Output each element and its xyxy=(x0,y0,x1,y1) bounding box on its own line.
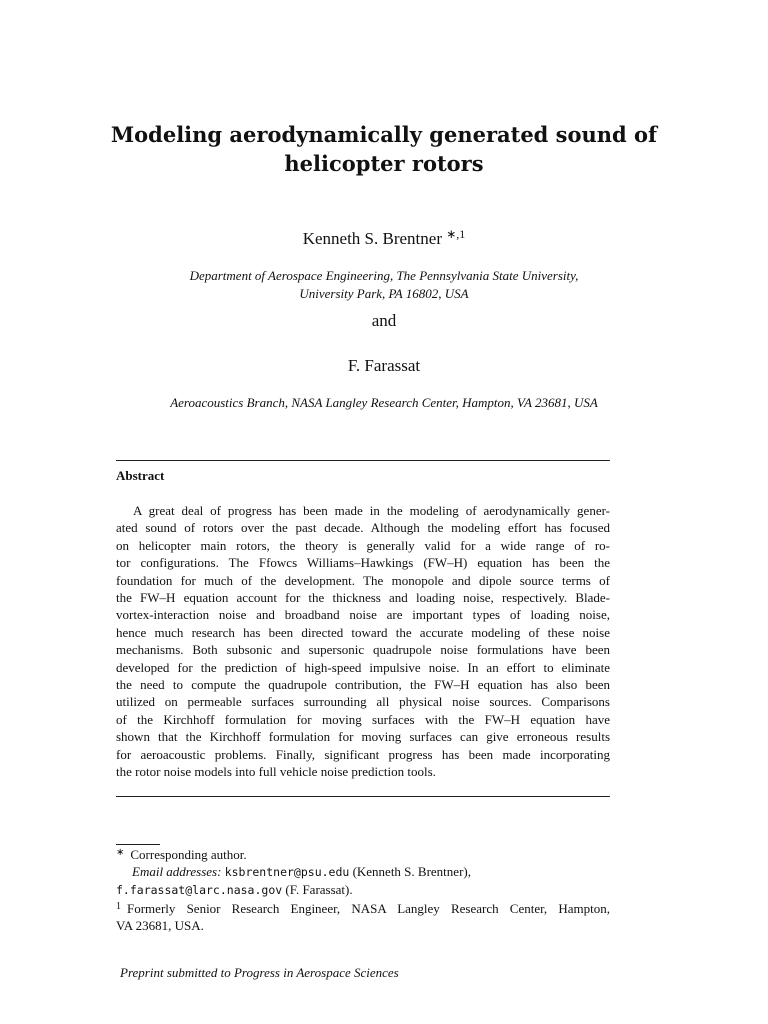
abstract-line: utilized on permeable surfaces surrounding all physical noise sources. Comparisons xyxy=(116,694,610,710)
affiliation-penn-state xyxy=(0,267,768,303)
footnote-mark: 1 xyxy=(116,900,121,912)
title-line: helicopter rotors xyxy=(284,151,484,176)
email-farassat[interactable]: f.farassat@larc.nasa.gov xyxy=(116,883,283,898)
abstract-line: hence much research has been directed toward the accurate modeling of these noise xyxy=(116,624,610,640)
author-name: Kenneth S. Brentner xyxy=(302,229,442,248)
footnote-mark: ∗ xyxy=(116,847,125,858)
abstract-line: foundation for much of the development. The monopole and dipole source terms of xyxy=(116,572,610,588)
footnote-text: Corresponding author. xyxy=(130,847,247,862)
abstract-heading: Abstract xyxy=(116,468,165,483)
abstract-body xyxy=(116,502,610,781)
author-name: F. Farassat xyxy=(347,356,421,375)
footnote-corresponding xyxy=(116,846,610,863)
preprint-note: Preprint submitted to Progress in Aerospace Sciences xyxy=(120,965,399,980)
affiliation-line: Aeroacoustics Branch, NASA Langley Research Center, Hampton, VA 23681, USA xyxy=(170,395,598,410)
email-owner: (Kenneth S. Brentner), xyxy=(352,864,471,880)
abstract-line: on helicopter main rotors, the theory is generally valid for a wide range of ro- xyxy=(116,537,610,553)
affiliation-nasa xyxy=(0,394,768,412)
abstract-line: for aeroacoustic problems. Finally, significant progress has been made incorporating xyxy=(116,746,610,762)
email-label: Email addresses: xyxy=(132,864,222,880)
abstract-line: the FW–H equation account for the thickness and loading noise, respectively. Blade- xyxy=(116,590,610,606)
author-farassat xyxy=(0,356,768,376)
author-conjunction: and xyxy=(371,311,397,330)
email-owner: (F. Farassat). xyxy=(285,882,353,898)
author-footnote-marks: ∗,1 xyxy=(446,227,466,241)
footnote-separator xyxy=(116,844,160,845)
abstract-line: the need to compute the quadrupole contribution, the FW–H equation has also been xyxy=(116,677,610,693)
footnotes xyxy=(116,846,610,934)
abstract-line: ated sound of rotors over the past decade. Although the modeling effort has focused xyxy=(116,520,610,536)
author-brentner xyxy=(0,229,768,249)
footnote-text: Formerly Senior Research Engineer, NASA Langley Research Center, Hampton, xyxy=(127,900,610,916)
abstract-line: developed for the prediction of high-speed impulsive noise. In an effort to eliminate xyxy=(116,659,610,675)
paper-title xyxy=(0,120,768,178)
footnote-email-line xyxy=(116,863,610,881)
affiliation-line: University Park, PA 16802, USA xyxy=(299,286,469,301)
affiliation-line: Department of Aerospace Engineering, The Pennsylvania State University, xyxy=(189,268,579,283)
abstract-top-rule xyxy=(116,460,610,461)
abstract-line: mechanisms. Both subsonic and supersonic quadrupole noise formulations have been xyxy=(116,642,610,658)
abstract-line: A great deal of progress has been made in the modeling of aerodynamically gener- xyxy=(133,503,610,518)
abstract-line: vortex-interaction noise and broadband noise are important types of loading noise, xyxy=(116,607,610,623)
footnote-email-line xyxy=(116,881,610,899)
abstract-line: the rotor noise models into full vehicle noise prediction tools. xyxy=(116,764,436,780)
abstract-line: shown that the Kirchhoff formulation for moving surfaces can give erroneous results xyxy=(116,729,610,745)
abstract-bottom-rule xyxy=(116,796,610,797)
email-brentner[interactable]: ksbrentner@psu.edu xyxy=(224,865,350,880)
footnote-former xyxy=(116,900,610,917)
footnote-former-cont: VA 23681, USA. xyxy=(116,917,204,933)
title-line: Modeling aerodynamically generated sound of xyxy=(110,122,658,147)
abstract-line: of the Kirchhoff formulation for moving surfaces with the FW–H equation have xyxy=(116,711,610,727)
abstract-line: tor configurations. The Ffowcs Williams–Hawkings (FW–H) equation has been the xyxy=(116,555,610,571)
